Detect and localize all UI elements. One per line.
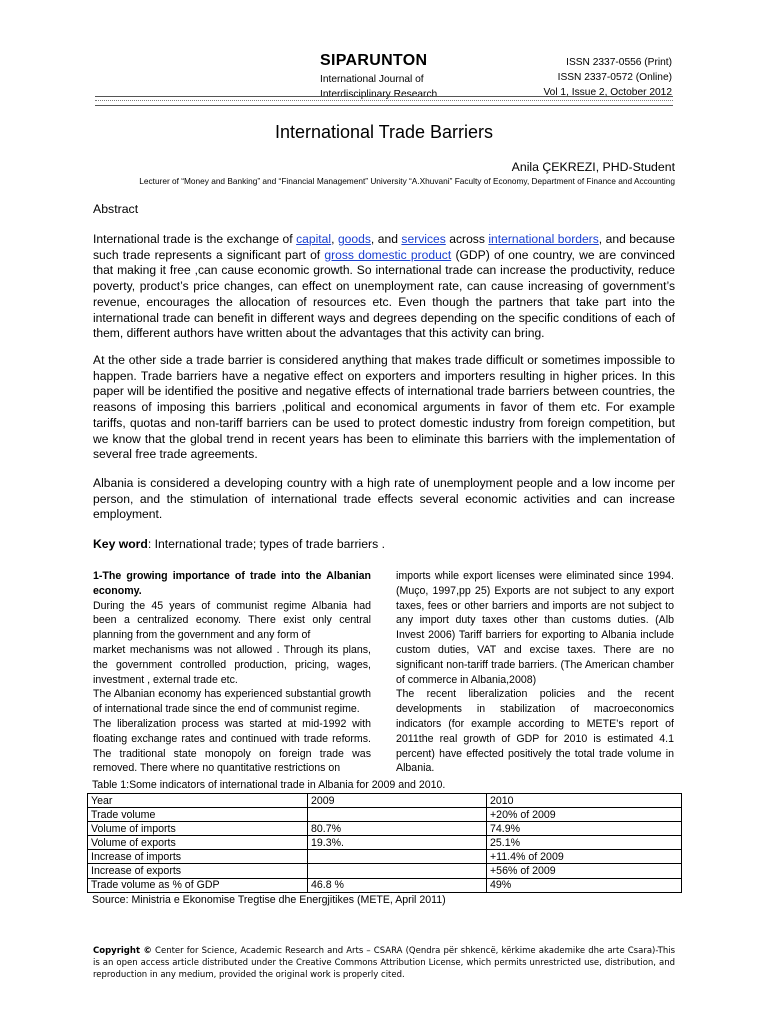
table-cell: 2010: [487, 794, 682, 808]
indicators-table: [87, 793, 682, 893]
table-cell: Volume of imports: [88, 822, 308, 836]
column-right: [396, 569, 674, 776]
abstract-paragraph-3: Albania is considered a developing country with a high rate of unemployment people and a low income per person, and the stimulation of international trade effects several economic activities and can increase employment.: [93, 476, 675, 522]
table-cell: [308, 808, 487, 822]
table-cell: 25.1%: [487, 836, 682, 850]
copyright-notice: [93, 945, 675, 981]
copyright-label: Copyright ©: [93, 946, 152, 956]
table-cell: Trade volume as % of GDP: [88, 878, 308, 892]
copyright-text: Center for Science, Academic Research and Arts – CSARA (Qendra për shkencë, kërkime akademike dhe arte Csara)-This is an open access article distributed under the Creative Commons Attribution License, which permits unrestricted use, distribution, and reproduction in any medium, provided the original work is properly cited.: [93, 946, 675, 980]
text-run: International trade is the exchange of: [93, 232, 297, 246]
text-run: , and because such trade represents a significant part of: [93, 232, 675, 262]
table-cell: 49%: [487, 878, 682, 892]
table-cell: 2009: [308, 794, 487, 808]
abstract-paragraph-2: At the other side a trade barrier is considered anything that makes trade difficult or sometimes impossible to happen. Trade barriers have a negative effect on exporters and importers resulting in higher prices. In this paper will be identified the positive and negative effects of international trade barriers between countries, the reasons of imposing this barriers ,political and economical arguments in favor of them etc. For example tariffs, quotas and non-tariff barriers can be used to protect domestic industry from foreign competition, but we know that the global trend in recent years has been to eliminate this barriers with the implementation of several free trade agreements.: [93, 353, 675, 462]
abstract-paragraph-1: [93, 232, 675, 342]
column-left: [93, 569, 371, 776]
issn-online: ISSN 2337-0572 (Online): [557, 72, 672, 84]
table-cell: Increase of exports: [88, 864, 308, 878]
table-cell: Volume of exports: [88, 836, 308, 850]
journal-title: SIPARUNTON: [320, 52, 428, 69]
table-cell: 19.3%.: [308, 836, 487, 850]
link-international-borders[interactable]: international borders: [488, 232, 599, 246]
table-row: [88, 794, 682, 808]
table-cell: [308, 850, 487, 864]
table-row: [88, 808, 682, 822]
author-name: Anila ÇEKREZI, PHD-Student: [511, 160, 675, 174]
section-heading: 1-The growing importance of trade into the Albanian economy.: [93, 570, 371, 597]
table-cell: 46.8 %: [308, 878, 487, 892]
body-paragraph: The Albanian economy has experienced substantial growth of international trade since the end of communist regime.: [93, 688, 371, 716]
issn-block: [470, 55, 672, 101]
link-capital[interactable]: capital: [296, 232, 332, 246]
table-row: [88, 850, 682, 864]
keywords: [93, 537, 385, 551]
volume-issue: Vol 1, Issue 2, October 2012: [543, 87, 672, 99]
link-services[interactable]: services: [401, 232, 446, 246]
table-cell: [308, 864, 487, 878]
table-row: [88, 864, 682, 878]
table-cell: 74.9%: [487, 822, 682, 836]
header-divider: [95, 96, 673, 106]
table-cell: Year: [88, 794, 308, 808]
body-paragraph: The liberalization process was started at mid-1992 with floating exchange rates and continued with trade reforms. The traditional state monopoly on foreign trade was removed. There where no quantitative restrictions on: [93, 717, 371, 775]
table-row: [88, 878, 682, 892]
text-run: across: [445, 232, 489, 246]
text-run: (GDP) of one country, we are convinced that making it free ,can cause economic growth. So international trade can increase the productivity, reduce poverty, product’s price changes, can effect on unemployment rate, can cause increasing of government’s revenue, encourages the allocation of resources etc. Even though the partners that take part into the international trade can benefit in different ways and degrees depending on the specific conditions of each of them, different authors have written about the advantages that this activity can bring.: [93, 247, 675, 341]
table-cell: Increase of imports: [88, 850, 308, 864]
paper-title: International Trade Barriers: [274, 122, 494, 142]
table-source: Source: Ministria e Ekonomise Tregtise dhe Energjitikes (METE, April 2011): [92, 894, 446, 906]
table-cell: +20% of 2009: [487, 808, 682, 822]
link-gross-domestic-product[interactable]: gross domestic product: [324, 247, 452, 262]
body-paragraph: market mechanisms was not allowed . Through its plans, the government controlled production, pricing, wages, investment , external trade etc.: [93, 643, 371, 686]
table-cell: +56% of 2009: [487, 864, 682, 878]
table-caption: Table 1:Some indicators of international trade in Albania for 2009 and 2010.: [92, 779, 446, 791]
author-affiliation: Lecturer of “Money and Banking” and “Financial Management” University “A.Xhuvani” Faculty of Economy, Department of Finance and Accounting: [139, 176, 675, 186]
table-row: [88, 836, 682, 850]
keywords-text: : International trade; types of trade barriers .: [147, 537, 385, 551]
issn-print: ISSN 2337-0556 (Print): [566, 57, 672, 68]
journal-subtitle-line1: International Journal of: [320, 74, 424, 85]
text-run: ,: [331, 232, 338, 246]
table-cell: Trade volume: [88, 808, 308, 822]
table-cell: +11.4% of 2009: [487, 850, 682, 864]
table-cell: 80.7%: [308, 822, 487, 836]
abstract-heading: Abstract: [93, 202, 139, 216]
text-run: , and: [370, 232, 402, 246]
keywords-label: Key word: [93, 537, 148, 551]
body-paragraph: The recent liberalization policies and the recent developments in stabilization of macroeconomics indicators (for example according to METE’s report of 2011the real growth of GDP for 2010 is estimated 4.1 percent) have effected positively the total trade volume in Albania.: [396, 688, 674, 775]
link-goods[interactable]: goods: [337, 232, 371, 246]
table-row: [88, 822, 682, 836]
journal-subtitle-line2: Interdisciplinary Research: [320, 89, 438, 100]
body-paragraph: During the 45 years of communist regime Albania had been a centralized economy. There exist only central planning from the government and any form of: [93, 599, 371, 642]
body-paragraph: imports while export licenses were eliminated since 1994. (Muço, 1997,pp 25) Exports are not subject to any export taxes, fees or other barriers and imports are not subject to any import duty taxes other than customs duties. (Alb Invest 2006) Tariff barriers for exporting to Albania include custom duties, VAT and excise taxes. There are no significant non-tariff trade barriers. (The American chamber of commerce in Albania,2008): [396, 570, 674, 686]
